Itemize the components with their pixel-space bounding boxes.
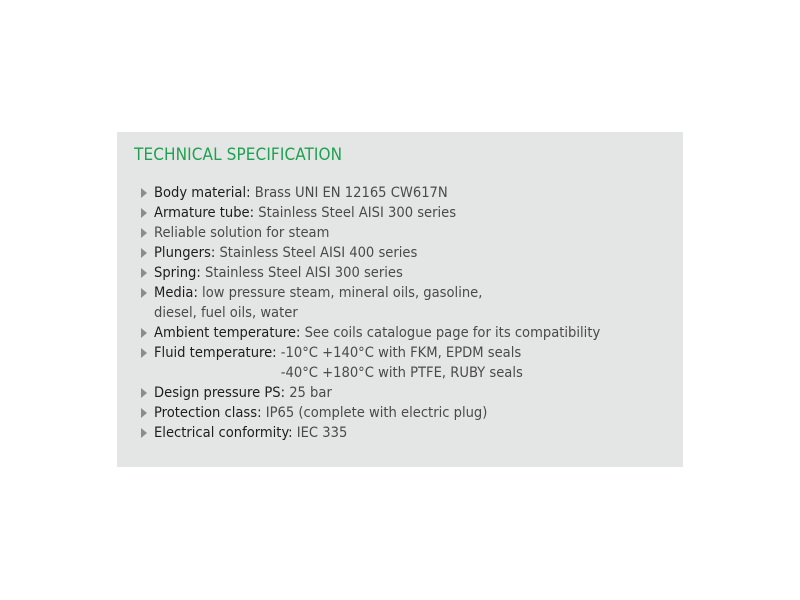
spec-item-electrical-conformity [138,423,600,443]
bullet-arrow-icon [141,228,147,238]
spec-label: Ambient temperature: [154,324,301,341]
spec-value-continued: -40°C +180°C with PTFE, RUBY seals [280,364,523,381]
spec-label: Design pressure PS: [154,384,286,401]
bullet-arrow-icon [141,328,147,338]
bullet-arrow-icon [141,348,147,358]
spec-label: Media: [154,284,198,301]
spec-item-fluid-temperature [138,343,600,383]
spec-item-spring [138,263,600,283]
spec-item-media [138,283,600,323]
bullet-arrow-icon [141,188,147,198]
technical-specification-panel [117,132,683,467]
spec-item-ambient-temperature [138,323,600,343]
spec-value: Reliable solution for steam [154,224,330,241]
spec-value: -10°C +140°C with FKM, EPDM seals [280,344,522,361]
spec-item-design-pressure [138,383,600,403]
spec-item-plungers [138,243,600,263]
spec-label: Body material: [154,184,251,201]
spec-value: IEC 335 [296,424,348,441]
spec-list [138,183,600,443]
spec-label: Armature tube: [154,204,255,221]
spec-item-reliable-solution [138,223,600,243]
spec-label: Protection class: [154,404,262,421]
bullet-arrow-icon [141,288,147,298]
bullet-arrow-icon [141,388,147,398]
spec-item-body-material [138,183,600,203]
spec-value: Stainless Steel AISI 300 series [258,204,457,221]
bullet-arrow-icon [141,408,147,418]
spec-value: 25 bar [289,384,332,401]
spec-value: Stainless Steel AISI 300 series [204,264,403,281]
spec-item-armature-tube [138,203,600,223]
bullet-arrow-icon [141,248,147,258]
spec-value: See coils catalogue page for its compatibility [304,324,601,341]
bullet-arrow-icon [141,208,147,218]
section-title: TECHNICAL SPECIFICATION [134,145,343,165]
spec-value: Stainless Steel AISI 400 series [219,244,418,261]
spec-value: IP65 (complete with electric plug) [265,404,488,421]
spec-label: Spring: [154,264,201,281]
bullet-arrow-icon [141,428,147,438]
bullet-arrow-icon [141,268,147,278]
spec-value: Brass UNI EN 12165 CW617N [254,184,448,201]
spec-item-protection-class [138,403,600,423]
spec-label: Fluid temperature: [154,344,277,361]
spec-label: Plungers: [154,244,216,261]
spec-value-continued: diesel, fuel oils, water [154,304,298,321]
spec-label: Electrical conformity: [154,424,293,441]
spec-value: low pressure steam, mineral oils, gasoline, [202,284,483,301]
